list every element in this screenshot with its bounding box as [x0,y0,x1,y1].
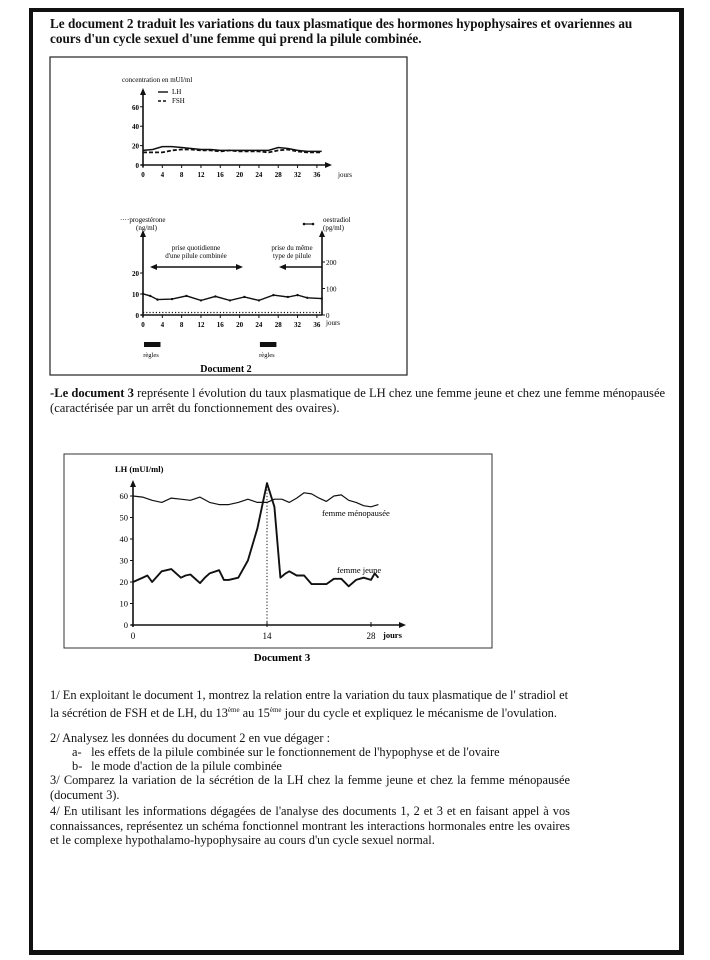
question-2a-label: a- [72,745,82,759]
right-y-tick-label: 0 [326,312,330,320]
y-tick-label: 60 [119,491,128,501]
legend-oestradiol-label: oestradiol [323,216,351,224]
question-2-text: Analysez les données du document 2 en vue dégager : [62,731,331,745]
series-jeune-label: femme jeune [337,565,382,575]
question-1-tail: jour du cycle et expliquez le mécanisme de l'ovulation. [281,705,557,720]
regles-label: règles [259,352,275,359]
series-menopausee-label: femme ménopausée [322,508,390,518]
question-2b-label: b- [72,759,83,773]
y-axis-label: concentration en mUI/ml [122,76,193,84]
doc3-intro-prefix: -Le document 3 [50,386,134,400]
x-tick-label: 36 [313,321,321,329]
x-tick-label: 24 [255,321,263,329]
y-tick-label: 20 [132,142,139,151]
annotation-meme-line1: prise du même [271,244,313,252]
x-tick-label: 32 [294,321,302,329]
question-4-text: En utilisant les informations dégagées de l'analyse des documents 1, 2 et 3 et en faisant appel à vos connaissances, représentez un schéma fonctionnel montrant les interactions hormonales entre les ovaires et le complexe hypothalamo-hypophysaire au cours d'un cycle sexuel normal. [50,804,570,847]
x-tick-label: 36 [313,171,321,179]
document-3-caption: Document 3 [253,652,311,664]
x-tick-label: 20 [236,171,244,179]
question-2a-text: les effets de la pilule combinée sur le fonctionnement de l'hypophyse et de l'ovaire [91,745,500,759]
x-tick-label: 16 [216,171,224,179]
question-3-number: 3/ [50,773,60,787]
right-y-tick-label: 200 [326,259,337,267]
x-axis-arrow-icon [399,622,406,628]
left-y-tick-label: 20 [132,270,139,278]
left-y-tick-label: 0 [135,312,139,320]
x-axis-label: jours [338,171,352,179]
left-y-tick-label: 10 [132,291,139,299]
y-tick-label: 40 [119,534,128,544]
legend-progesterone-label: ····progestérone [120,216,166,224]
x-tick-label: 28 [274,321,282,329]
oestradiol-unit-label: (pg/ml) [323,224,344,232]
annotation-pilule-line1: prise quotidienne [171,244,221,252]
question-3-text: Comparez la variation de la sécrétion de la LH chez la femme jeune et chez la femme ménopausée (document 3). [50,773,570,802]
x-tick-label: 8 [179,321,184,329]
regles-label: règles [143,352,159,359]
x-tick-label: 12 [197,171,205,179]
question-2b [72,759,592,774]
legend-fsh-label: FSH [172,97,185,105]
question-2a [72,745,592,760]
legend-lh-label: LH [172,88,182,96]
x-tick-label: 28 [366,631,376,641]
doc3-intro-body: représente l évolution du taux plasmatique de LH chez une femme jeune et chez une femme ménopausée (caractérisée par un arrêt du fonctionnement des ovaires). [50,386,666,415]
x-tick-label: 20 [236,321,244,329]
y-tick-label: 0 [135,162,139,170]
question-4-number: 4/ [50,804,60,818]
question-4 [50,804,570,848]
question-1-text: En exploitant le document 1, montrez la relation entre la variation du taux plasmatique de l' stradiol et la sécrétion de FSH et de LH, du 13 [50,688,569,720]
question-1 [50,688,570,720]
x-tick-label: 8 [179,171,184,179]
right-y-tick-label: 100 [326,285,337,294]
question-1-mid: au 15 [239,705,270,720]
question-2b-text: le mode d'action de la pilule combinée [91,759,282,773]
y-tick-label: 20 [119,577,128,587]
y-axis-arrow-icon [130,480,136,487]
x-tick-label: 28 [274,171,282,179]
question-2-number: 2/ [50,731,60,745]
x-tick-label: 0 [141,321,145,329]
annotation-pilule-line2: d'une pilule combinée [165,252,227,260]
doc2-intro-text: Le document 2 traduit les variations du taux plasmatique des hormones hypophysaires et ovariennes au cours d'un cycle sexuel d'une femme qui prend la pilule combinée. [50,16,633,46]
question-1-sup2: ème [269,705,282,714]
x-tick-label: 24 [255,171,263,179]
x-tick-label: 12 [197,321,205,329]
series-femme-menopausee-line [133,493,378,507]
x-tick-label: 4 [160,171,165,179]
x-tick-label: 0 [130,631,136,641]
document-2-caption: Document 2 [200,364,252,375]
annotation-meme-line2: type de pilule [272,252,312,260]
y-tick-label: 30 [119,555,128,566]
progesterone-unit-label: (ng/ml) [136,224,157,232]
y-tick-label: 40 [132,123,139,132]
question-1-sup1: ème [227,705,240,714]
x-tick-label: 16 [216,321,224,329]
x-axis-label: jours [383,630,402,640]
question-3 [50,773,570,802]
x-tick-label: 32 [294,171,302,179]
y-tick-label: 10 [119,598,128,609]
x-axis-label: jours [326,319,340,327]
x-tick-label: 4 [160,321,165,329]
question-2 [50,731,570,746]
question-1-number: 1/ [50,688,60,702]
y-tick-label: 60 [132,103,139,112]
y-axis-label: LH (mUI/ml) [115,464,164,474]
x-tick-label: 0 [141,171,145,179]
y-tick-label: 0 [123,620,128,630]
y-tick-label: 50 [119,512,128,523]
x-tick-label: 14 [262,631,272,641]
